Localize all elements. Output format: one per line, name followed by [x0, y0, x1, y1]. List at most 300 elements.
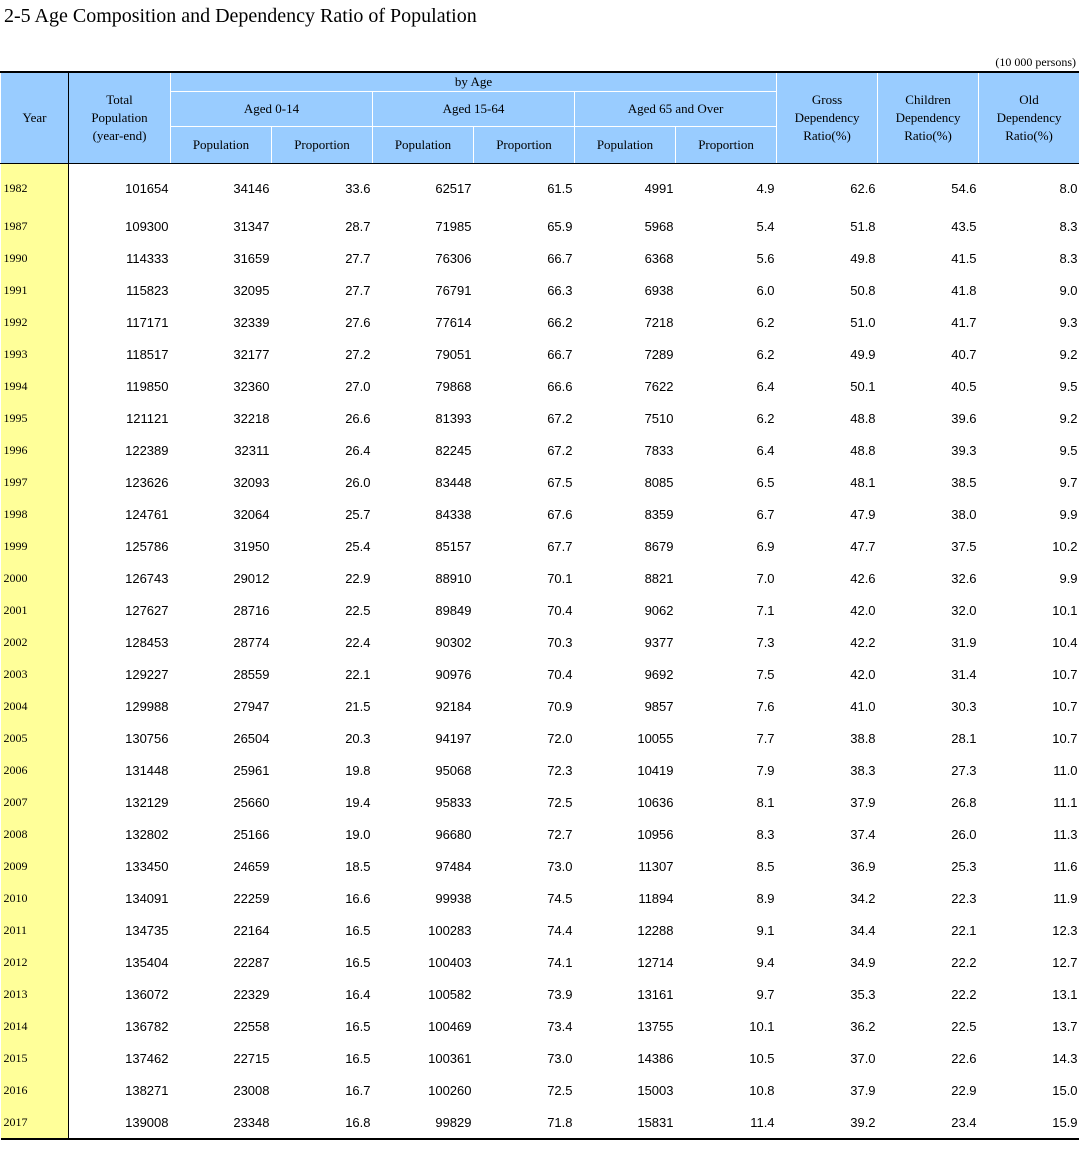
cell-total: 127627	[125, 602, 169, 618]
cell-children: 22.6	[951, 1050, 977, 1066]
cell-prop-0-14: 26.4	[345, 442, 371, 458]
cell-prop-15-64: 65.9	[547, 218, 573, 234]
cell-pop-65: 8679	[644, 538, 674, 554]
table-row	[1, 690, 1079, 722]
cell-pop-15-64: 100283	[428, 922, 472, 938]
cell-gross: 38.3	[850, 762, 876, 778]
cell-year: 2017	[1, 1106, 69, 1139]
cell-prop-0-14: 21.5	[345, 698, 371, 714]
cell-gross: 37.4	[850, 826, 876, 842]
cell-children: 38.5	[951, 474, 977, 490]
cell-total: 136782	[125, 1018, 169, 1034]
cell-prop-0-14: 22.1	[345, 666, 371, 682]
cell-prop-65: 6.4	[756, 378, 775, 394]
cell-pop-65: 5968	[644, 218, 674, 234]
cell-prop-15-64: 70.9	[547, 698, 573, 714]
cell-year: 1996	[1, 434, 69, 466]
cell-total: 122389	[125, 442, 169, 458]
cell-children: 38.0	[951, 506, 977, 522]
cell-old: 10.2	[1052, 538, 1078, 554]
header-by-age: by Age	[171, 72, 777, 92]
cell-pop-0-14: 22329	[233, 986, 270, 1002]
cell-year: 2015	[1, 1042, 69, 1074]
header-total-line-2: Population	[91, 110, 148, 125]
cell-pop-0-14: 32311	[234, 442, 270, 458]
table-row	[1, 242, 1079, 274]
cell-total: 134091	[125, 890, 169, 906]
cell-pop-65: 7218	[644, 314, 674, 330]
cell-children: 22.5	[951, 1018, 977, 1034]
cell-gross: 51.0	[850, 314, 876, 330]
cell-prop-15-64: 72.7	[547, 826, 573, 842]
header-gross-line-1: Gross	[811, 92, 843, 107]
table-row	[1, 754, 1079, 786]
cell-pop-65: 7833	[644, 442, 674, 458]
cell-children: 22.2	[951, 986, 977, 1002]
cell-prop-0-14: 18.5	[345, 858, 371, 874]
cell-pop-65: 13755	[637, 1018, 674, 1034]
cell-pop-65: 14386	[637, 1050, 674, 1066]
cell-prop-15-64: 74.4	[547, 922, 573, 938]
cell-pop-15-64: 76306	[435, 250, 472, 266]
cell-prop-65: 7.7	[756, 730, 775, 746]
cell-total: 126743	[125, 570, 169, 586]
table-row	[1, 498, 1079, 530]
table-row	[1, 722, 1079, 754]
cell-prop-0-14: 16.6	[345, 890, 371, 906]
cell-gross: 34.4	[850, 922, 876, 938]
cell-children: 23.4	[951, 1114, 977, 1130]
cell-prop-15-64: 72.0	[547, 730, 573, 746]
page-title: 2-5 Age Composition and Dependency Ratio of Population	[4, 5, 477, 27]
table-body	[1, 164, 1079, 1140]
header-old-line-1: Old	[1019, 92, 1039, 107]
cell-gross: 37.9	[850, 794, 876, 810]
cell-year: 2007	[1, 786, 69, 818]
cell-pop-0-14: 25961	[233, 762, 270, 778]
cell-pop-65: 9377	[644, 634, 674, 650]
cell-prop-0-14: 19.0	[345, 826, 371, 842]
cell-prop-0-14: 25.4	[345, 538, 371, 554]
cell-pop-0-14: 27947	[233, 698, 270, 714]
cell-pop-0-14: 26504	[233, 730, 270, 746]
cell-pop-65: 4991	[644, 180, 674, 196]
cell-gross: 38.8	[850, 730, 876, 746]
table-row	[1, 786, 1079, 818]
cell-pop-65: 12288	[637, 922, 674, 938]
header-gross-line-3: Ratio(%)	[803, 128, 851, 143]
cell-gross: 34.2	[850, 890, 876, 906]
cell-year: 2009	[1, 850, 69, 882]
table-row	[1, 562, 1079, 594]
cell-gross: 42.0	[850, 666, 876, 682]
cell-prop-65: 6.9	[756, 538, 775, 554]
cell-total: 130756	[125, 730, 169, 746]
cell-pop-65: 9062	[644, 602, 674, 618]
cell-total: 135404	[125, 954, 169, 970]
cell-year: 2013	[1, 978, 69, 1010]
cell-pop-15-64: 79868	[435, 378, 472, 394]
cell-pop-65: 10419	[637, 762, 674, 778]
cell-gross: 49.9	[850, 346, 876, 362]
cell-old: 9.5	[1059, 442, 1078, 458]
cell-year: 1982	[1, 164, 69, 211]
unit-note: (10 000 persons)	[995, 55, 1076, 69]
cell-pop-15-64: 99938	[435, 890, 472, 906]
cell-gross: 48.8	[850, 442, 876, 458]
cell-prop-65: 6.5	[756, 474, 775, 490]
cell-children: 41.8	[951, 282, 977, 298]
table-row	[1, 1074, 1079, 1106]
header-old-line-2: Dependency	[996, 110, 1062, 125]
header-old-dependency	[979, 72, 1079, 164]
cell-gross: 36.9	[850, 858, 876, 874]
table-row	[1, 882, 1079, 914]
cell-old: 13.1	[1052, 986, 1078, 1002]
cell-gross: 35.3	[850, 986, 876, 1002]
cell-old: 8.0	[1059, 180, 1078, 196]
cell-children: 41.5	[951, 250, 977, 266]
cell-pop-0-14: 22164	[233, 922, 270, 938]
cell-prop-0-14: 16.5	[345, 922, 371, 938]
cell-children: 22.2	[951, 954, 977, 970]
cell-prop-15-64: 70.1	[547, 570, 573, 586]
cell-pop-65: 10956	[637, 826, 674, 842]
cell-prop-0-14: 16.5	[345, 954, 371, 970]
cell-old: 9.9	[1059, 570, 1078, 586]
cell-old: 15.9	[1052, 1114, 1078, 1130]
cell-pop-0-14: 32177	[233, 346, 270, 362]
cell-prop-0-14: 16.5	[345, 1050, 371, 1066]
cell-prop-0-14: 16.4	[345, 986, 371, 1002]
table-row	[1, 626, 1079, 658]
cell-pop-15-64: 99829	[435, 1114, 472, 1130]
header-aged-0-14: Aged 0-14	[171, 92, 373, 127]
cell-year: 2003	[1, 658, 69, 690]
cell-prop-15-64: 72.3	[547, 762, 573, 778]
cell-pop-0-14: 32339	[233, 314, 270, 330]
cell-prop-65: 8.1	[756, 794, 775, 810]
cell-year: 1991	[1, 274, 69, 306]
cell-pop-65: 11894	[638, 890, 674, 906]
cell-pop-0-14: 31659	[233, 250, 270, 266]
cell-prop-15-64: 70.3	[547, 634, 573, 650]
cell-prop-65: 9.4	[756, 954, 775, 970]
cell-year: 2011	[1, 914, 69, 946]
cell-pop-0-14: 22715	[233, 1050, 270, 1066]
cell-gross: 34.9	[850, 954, 876, 970]
cell-pop-15-64: 100469	[428, 1018, 472, 1034]
cell-pop-65: 12714	[637, 954, 674, 970]
cell-prop-65: 7.5	[756, 666, 775, 682]
cell-pop-0-14: 24659	[233, 858, 270, 874]
cell-prop-65: 7.6	[756, 698, 775, 714]
cell-pop-65: 15003	[637, 1082, 674, 1098]
cell-pop-65: 10055	[637, 730, 674, 746]
cell-pop-15-64: 94197	[435, 730, 472, 746]
cell-pop-15-64: 84338	[435, 506, 472, 522]
cell-old: 9.7	[1059, 474, 1078, 490]
header-total-line-1: Total	[106, 92, 133, 107]
cell-pop-65: 15831	[637, 1114, 674, 1130]
cell-pop-15-64: 100260	[428, 1082, 472, 1098]
header-aged-15-64: Aged 15-64	[373, 92, 575, 127]
cell-pop-15-64: 97484	[435, 858, 472, 874]
cell-prop-65: 6.2	[756, 410, 775, 426]
cell-pop-15-64: 100582	[428, 986, 472, 1002]
cell-prop-65: 11.4	[750, 1114, 775, 1130]
cell-pop-0-14: 32064	[233, 506, 270, 522]
cell-prop-65: 10.1	[749, 1018, 775, 1034]
cell-pop-0-14: 28774	[233, 634, 270, 650]
table-row	[1, 274, 1079, 306]
cell-year: 2012	[1, 946, 69, 978]
cell-pop-65: 6938	[644, 282, 674, 298]
header-old-line-3: Ratio(%)	[1005, 128, 1053, 143]
cell-pop-0-14: 23348	[233, 1114, 270, 1130]
cell-prop-0-14: 28.7	[345, 218, 371, 234]
cell-pop-15-64: 82245	[435, 442, 472, 458]
cell-old: 8.3	[1059, 218, 1078, 234]
header-children-dependency	[878, 72, 979, 164]
cell-prop-15-64: 70.4	[547, 602, 573, 618]
cell-pop-0-14: 29012	[233, 570, 270, 586]
cell-pop-15-64: 90302	[435, 634, 472, 650]
cell-pop-15-64: 96680	[435, 826, 472, 842]
table-row	[1, 1042, 1079, 1074]
cell-prop-65: 6.7	[756, 506, 775, 522]
cell-gross: 42.6	[850, 570, 876, 586]
header-total-population	[69, 72, 171, 164]
cell-pop-15-64: 89849	[435, 602, 472, 618]
cell-gross: 47.7	[850, 538, 876, 554]
table-row	[1, 530, 1079, 562]
cell-total: 132802	[125, 826, 169, 842]
cell-pop-65: 8821	[644, 570, 674, 586]
cell-year: 2008	[1, 818, 69, 850]
cell-pop-65: 11307	[638, 858, 674, 874]
cell-year: 1987	[1, 210, 69, 242]
cell-prop-0-14: 16.8	[345, 1114, 371, 1130]
cell-old: 9.0	[1059, 282, 1078, 298]
cell-prop-65: 8.9	[756, 890, 775, 906]
population-table	[0, 71, 1079, 1140]
cell-gross: 37.0	[850, 1050, 876, 1066]
table-row	[1, 338, 1079, 370]
header-year: Year	[1, 72, 69, 164]
cell-pop-0-14: 34146	[233, 180, 270, 196]
cell-year: 1995	[1, 402, 69, 434]
cell-old: 10.7	[1052, 698, 1078, 714]
cell-total: 125786	[125, 538, 169, 554]
cell-pop-0-14: 31950	[233, 538, 270, 554]
cell-children: 32.6	[951, 570, 977, 586]
table-row	[1, 164, 1079, 211]
cell-total: 129227	[125, 666, 169, 682]
cell-prop-15-64: 74.5	[547, 890, 573, 906]
cell-old: 14.3	[1052, 1050, 1078, 1066]
cell-pop-0-14: 32093	[233, 474, 270, 490]
cell-children: 39.6	[951, 410, 977, 426]
cell-year: 2001	[1, 594, 69, 626]
cell-year: 1997	[1, 466, 69, 498]
cell-old: 9.9	[1059, 506, 1078, 522]
cell-pop-15-64: 76791	[435, 282, 472, 298]
cell-pop-15-64: 79051	[435, 346, 472, 362]
cell-prop-0-14: 16.5	[345, 1018, 371, 1034]
cell-total: 119850	[126, 378, 169, 394]
cell-prop-0-14: 22.5	[345, 602, 371, 618]
cell-old: 9.2	[1059, 346, 1078, 362]
table-row	[1, 1010, 1079, 1042]
cell-prop-15-64: 61.5	[547, 180, 573, 196]
cell-prop-65: 5.4	[756, 218, 775, 234]
cell-children: 40.5	[951, 378, 977, 394]
cell-prop-0-14: 27.7	[345, 250, 371, 266]
cell-children: 54.6	[951, 180, 977, 196]
cell-pop-65: 8085	[644, 474, 674, 490]
header-children-line-3: Ratio(%)	[904, 128, 952, 143]
cell-children: 40.7	[951, 346, 977, 362]
cell-old: 9.5	[1059, 378, 1078, 394]
cell-children: 30.3	[951, 698, 977, 714]
cell-pop-15-64: 85157	[435, 538, 472, 554]
cell-total: 137462	[125, 1050, 169, 1066]
cell-prop-0-14: 25.7	[345, 506, 371, 522]
cell-prop-65: 10.5	[749, 1050, 775, 1066]
header-proportion-0-14: Proportion	[272, 127, 373, 164]
cell-total: 118517	[126, 346, 169, 362]
table-row	[1, 978, 1079, 1010]
cell-children: 25.3	[951, 858, 977, 874]
cell-prop-0-14: 19.4	[345, 794, 371, 810]
table-row	[1, 594, 1079, 626]
cell-total: 138271	[125, 1082, 169, 1098]
cell-pop-0-14: 32095	[233, 282, 270, 298]
cell-prop-15-64: 73.0	[547, 858, 573, 874]
cell-pop-65: 6368	[644, 250, 674, 266]
cell-prop-65: 6.0	[756, 282, 775, 298]
cell-children: 37.5	[951, 538, 977, 554]
table-row	[1, 818, 1079, 850]
cell-pop-15-64: 71985	[435, 218, 472, 234]
cell-prop-0-14: 27.0	[345, 378, 371, 394]
header-total-line-3: (year-end)	[92, 128, 147, 143]
cell-children: 22.1	[951, 922, 977, 938]
cell-pop-0-14: 22259	[233, 890, 270, 906]
cell-prop-0-14: 22.9	[345, 570, 371, 586]
cell-prop-15-64: 67.7	[547, 538, 573, 554]
header-proportion-65-over: Proportion	[676, 127, 777, 164]
cell-pop-0-14: 22558	[233, 1018, 270, 1034]
cell-total: 115823	[126, 282, 169, 298]
cell-pop-15-64: 92184	[435, 698, 472, 714]
cell-year: 2010	[1, 882, 69, 914]
cell-year: 2006	[1, 754, 69, 786]
cell-old: 11.9	[1053, 890, 1078, 906]
cell-total: 136072	[125, 986, 169, 1002]
cell-prop-15-64: 67.2	[547, 442, 573, 458]
cell-pop-0-14: 32218	[233, 410, 270, 426]
header-population-15-64: Population	[373, 127, 474, 164]
cell-year: 2016	[1, 1074, 69, 1106]
cell-children: 32.0	[951, 602, 977, 618]
cell-year: 2002	[1, 626, 69, 658]
cell-prop-65: 9.7	[756, 986, 775, 1002]
cell-prop-65: 6.2	[756, 314, 775, 330]
cell-gross: 37.9	[850, 1082, 876, 1098]
cell-year: 2000	[1, 562, 69, 594]
cell-prop-65: 7.0	[756, 570, 775, 586]
cell-total: 117171	[126, 314, 169, 330]
cell-old: 10.7	[1052, 666, 1078, 682]
cell-total: 124761	[125, 506, 169, 522]
cell-prop-0-14: 27.6	[345, 314, 371, 330]
cell-prop-0-14: 22.4	[345, 634, 371, 650]
cell-old: 15.0	[1052, 1082, 1078, 1098]
cell-pop-0-14: 28559	[233, 666, 270, 682]
cell-prop-65: 7.9	[756, 762, 775, 778]
cell-children: 26.0	[951, 826, 977, 842]
table-row	[1, 946, 1079, 978]
cell-pop-15-64: 100403	[428, 954, 472, 970]
cell-prop-0-14: 16.7	[345, 1082, 371, 1098]
cell-pop-0-14: 25660	[233, 794, 270, 810]
cell-children: 43.5	[951, 218, 977, 234]
cell-total: 132129	[125, 794, 169, 810]
table-row	[1, 1106, 1079, 1139]
header-proportion-15-64: Proportion	[474, 127, 575, 164]
cell-year: 1999	[1, 530, 69, 562]
header-gross-dependency	[777, 72, 878, 164]
cell-prop-15-64: 66.2	[547, 314, 573, 330]
cell-pop-15-64: 83448	[435, 474, 472, 490]
cell-pop-15-64: 95833	[435, 794, 472, 810]
cell-year: 2004	[1, 690, 69, 722]
cell-old: 11.6	[1053, 858, 1078, 874]
cell-prop-15-64: 67.6	[547, 506, 573, 522]
header-children-line-1: Children	[905, 92, 951, 107]
table-row	[1, 434, 1079, 466]
cell-prop-65: 7.1	[756, 602, 775, 618]
table-row	[1, 850, 1079, 882]
cell-prop-0-14: 33.6	[345, 180, 371, 196]
cell-old: 11.1	[1053, 794, 1078, 810]
cell-old: 10.7	[1052, 730, 1078, 746]
cell-gross: 42.0	[850, 602, 876, 618]
cell-old: 11.3	[1053, 826, 1078, 842]
cell-pop-15-64: 81393	[435, 410, 472, 426]
cell-old: 10.1	[1052, 602, 1078, 618]
cell-prop-15-64: 66.6	[547, 378, 573, 394]
cell-children: 28.1	[951, 730, 977, 746]
cell-children: 31.9	[951, 634, 977, 650]
cell-prop-15-64: 73.4	[547, 1018, 573, 1034]
cell-old: 12.3	[1052, 922, 1078, 938]
cell-pop-0-14: 32360	[233, 378, 270, 394]
cell-total: 133450	[125, 858, 169, 874]
cell-pop-15-64: 95068	[435, 762, 472, 778]
cell-pop-15-64: 77614	[435, 314, 472, 330]
header-gross-line-2: Dependency	[794, 110, 860, 125]
cell-year: 1993	[1, 338, 69, 370]
cell-year: 1992	[1, 306, 69, 338]
cell-total: 109300	[125, 218, 169, 234]
cell-gross: 41.0	[850, 698, 876, 714]
cell-children: 22.3	[951, 890, 977, 906]
cell-pop-65: 10636	[637, 794, 674, 810]
cell-prop-15-64: 67.2	[547, 410, 573, 426]
